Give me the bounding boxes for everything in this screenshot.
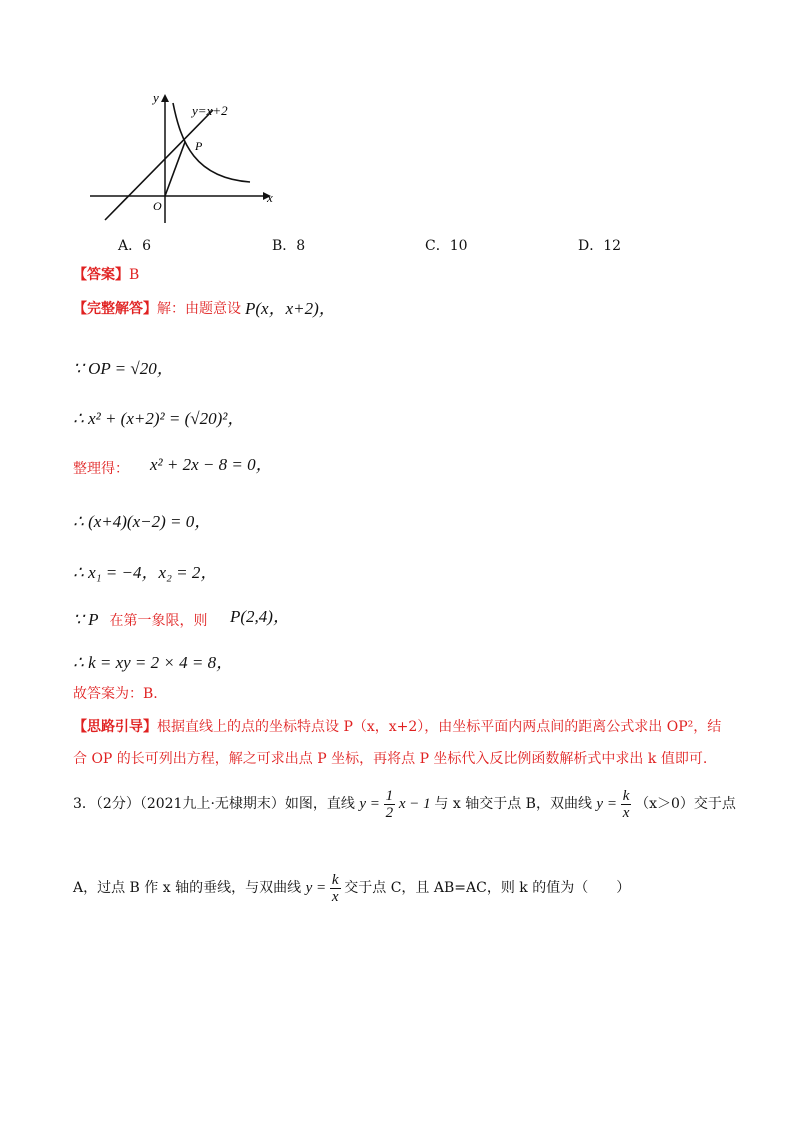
answer-tag: 【答案】 (73, 267, 129, 283)
origin-label: O (153, 199, 162, 213)
solution-line-3-label: 整理得： (73, 461, 129, 477)
equation-line: y = $\frac{1}{2}$ x − 1 (359, 788, 431, 821)
equation-hyperbola: y = $\frac{k}{x}$ (596, 788, 630, 821)
solution-line-2: ∴ x² + (x+2)² = (√20)²， (73, 409, 245, 428)
solution-line-6-point: P(2,4)， (230, 607, 290, 626)
solution-line-4: ∴ (x+4)(x−2) = 0， (73, 512, 212, 531)
line-label: y=x+2 (192, 103, 228, 118)
hint-line-1: 【思路引导】根据直线上的点的坐标特点设 P（x，x+2），由坐标平面内两点间的距离公式求出 OP²，结 (73, 719, 722, 735)
option-b[interactable]: B．8 (272, 238, 306, 254)
x-axis-label: x (267, 190, 273, 205)
function-graph (85, 88, 285, 228)
point-p-label: P (195, 139, 203, 153)
solution-line-6: ∵ P 在第一象限，则 (73, 610, 208, 629)
solution-p-expr: P(x，x+2)， (245, 299, 336, 318)
equation-hyperbola-2: y = $\frac{k}{x}$ (305, 872, 339, 905)
solution-line-3: x² + 2x − 8 = 0， (150, 455, 273, 474)
question-3-line-1: 3．（2分）（2021九上·无棣期末）如图，直线 y = $\frac{1}{2}$ x − 1 与 x 轴交于点 B，双曲线 y = $\frac{k}{x}$ （x＞0）交于点 (73, 788, 736, 821)
answer-value: B (129, 267, 140, 283)
solution-line-7: ∴ k = xy = 2 × 4 = 8， (73, 653, 234, 672)
option-d[interactable]: D．12 (578, 238, 622, 254)
solution-line-5: ∴ x₁ = −4，x₂ = 2， (73, 563, 218, 582)
solution-intro: 【完整解答】解：由题意设 (73, 301, 241, 317)
option-a[interactable]: A．6 (118, 238, 152, 254)
solution-conclusion: 故答案为：B. (73, 686, 158, 702)
question-3-line-2: A，过点 B 作 x 轴的垂线，与双曲线 y = $\frac{k}{x}$ 交于点 C，且 AB=AC，则 k 的值为（ ） (73, 872, 631, 905)
option-c[interactable]: C．10 (425, 238, 468, 254)
answer-line (73, 264, 139, 284)
solution-line-1: ∵ OP = √20， (73, 359, 174, 378)
y-axis-label: y (153, 90, 159, 105)
hint-line-2: 合 OP 的长可列出方程，解之可求出点 P 坐标，再将点 P 坐标代入反比例函数解析式中求出 k 值即可. (73, 751, 708, 767)
